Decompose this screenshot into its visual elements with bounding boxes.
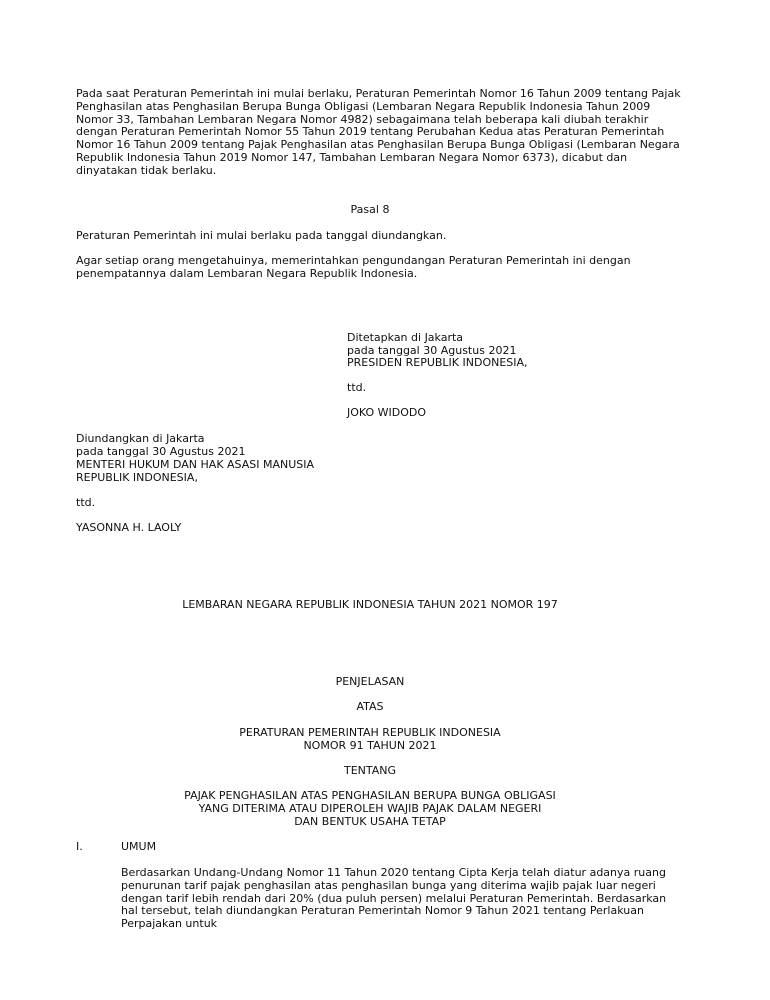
promulgation-title: MENTERI HUKUM DAN HAK ASASI MANUSIA REPUBLIK INDONESIA, — [76, 458, 315, 484]
enactment-place: Ditetapkan di Jakarta — [347, 331, 464, 344]
closing-paragraph: Pada saat Peraturan Pemerintah ini mulai berlaku, Peraturan Pemerintah Nomor 16 Tahun 2009 tentang Pajak Penghasilan atas Penghasilan Berupa Bunga Obligasi (Lembaran Negara Republik Indonesia Tahun 2009 Nomor 33, Tambahan Lembaran Negara Nomor 4982) sebagaimana telah beberapa kali diubah terakhir dengan Peraturan Pemerintah Nomor 55 Tahun 2019 tentang Perubahan Kedua atas Peraturan Pemerintah Nomor 16 Tahun 2009 tentang Pajak Penghasilan atas Penghasilan Berupa Bunga Obligasi (Lembaran Negara Republik Indonesia Tahun 2019 Nomor 147, Tambahan Lembaran Negara Nomor 6373), dicabut dan dinyatakan tidak berlaku. — [76, 87, 681, 177]
explanation-subject: PAJAK PENGHASILAN ATAS PENGHASILAN BERUPA BUNGA OBLIGASI YANG DITERIMA ATAU DIPEROLEH WAJIB PAJAK DALAM NEGERI DAN BENTUK USAHA TETAP — [184, 789, 556, 828]
explanation-regulation: PERATURAN PEMERINTAH REPUBLIK INDONESIA NOMOR 91 TAHUN 2021 — [239, 726, 501, 752]
section-number: I. — [76, 840, 83, 853]
promulgation-signed: ttd. — [76, 496, 96, 509]
promulgation-date: pada tanggal 30 Agustus 2021 — [76, 445, 246, 458]
pasal-heading: Pasal 8 — [350, 203, 390, 216]
pasal-paragraph-1: Peraturan Pemerintah ini mulai berlaku pada tanggal diundangkan. — [76, 229, 447, 242]
explanation-tentang: TENTANG — [343, 764, 397, 777]
enactment-title: PRESIDEN REPUBLIK INDONESIA, — [347, 356, 528, 369]
section-title: UMUM — [121, 840, 157, 853]
section-paragraph: Berdasarkan Undang-Undang Nomor 11 Tahun 2020 tentang Cipta Kerja telah diatur adanya ruang penurunan tarif pajak penghasilan atas penghasilan bunga yang diterima wajib pajak luar negeri dengan tarif lebih rendah dari 20% (dua puluh persen) melalui Peraturan Pemerintah. Berdasarkan hal tersebut, telah diundangkan Peraturan Pemerintah Nomor 9 Tahun 2021 tentang Perlakuan Perpajakan untuk — [121, 866, 667, 931]
enactment-date: pada tanggal 30 Agustus 2021 — [347, 344, 517, 357]
pasal-paragraph-2: Agar setiap orang mengetahuinya, memerintahkan pengundangan Peraturan Pemerintah ini dengan penempatannya dalam Lembaran Negara Republik Indonesia. — [76, 254, 631, 280]
explanation-atas: ATAS — [356, 700, 384, 713]
enactment-name: JOKO WIDODO — [347, 406, 427, 419]
gazette-line: LEMBARAN NEGARA REPUBLIK INDONESIA TAHUN 2021 NOMOR 197 — [182, 598, 558, 611]
promulgation-name: YASONNA H. LAOLY — [76, 521, 182, 534]
explanation-heading: PENJELASAN — [335, 675, 405, 688]
promulgation-place: Diundangkan di Jakarta — [76, 432, 205, 445]
enactment-signed: ttd. — [347, 381, 367, 394]
